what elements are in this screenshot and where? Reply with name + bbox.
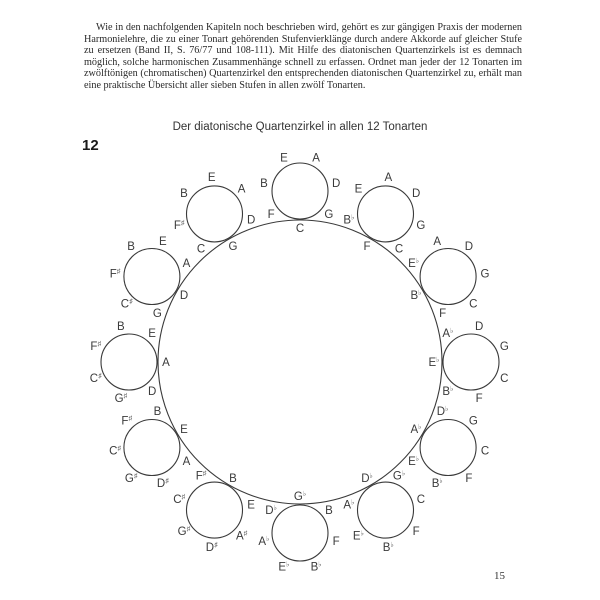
flat-icon: ♭ <box>415 258 420 265</box>
note-label: E♭ <box>352 530 364 543</box>
note-label: G♭ <box>293 491 307 503</box>
note-label: D <box>331 177 341 190</box>
note-label: C <box>394 243 404 256</box>
flat-icon: ♭ <box>390 542 394 549</box>
note-label: F♯ <box>90 340 101 353</box>
note-label: F <box>465 473 473 486</box>
flat-icon: ♭ <box>445 405 449 413</box>
diatonic-circle <box>101 334 157 390</box>
note-label: B♭ <box>343 214 355 227</box>
sharp-icon: ♯ <box>243 530 248 538</box>
note-label: G <box>324 209 334 222</box>
note-label: B <box>153 405 162 418</box>
note-label: G♯ <box>124 473 138 486</box>
note-label: B <box>180 188 188 201</box>
flat-icon: ♭ <box>318 561 322 569</box>
chromatic-circle-of-fourths <box>158 220 442 507</box>
note-label: F <box>332 536 340 549</box>
note-label: G <box>228 241 238 253</box>
note-label: G♯ <box>114 393 128 406</box>
note-label: C♯ <box>120 298 133 311</box>
note-label: A <box>162 357 170 369</box>
note-label: F <box>475 393 483 406</box>
note-label: C <box>295 223 305 235</box>
flat-icon: ♭ <box>369 473 373 480</box>
key-circle-d <box>110 236 191 320</box>
note-label: D♯ <box>205 542 218 554</box>
note-label: C <box>196 243 206 256</box>
note-label: E <box>158 236 167 249</box>
flat-icon: ♭ <box>302 491 307 498</box>
sharp-icon: ♯ <box>129 298 133 306</box>
note-label: D <box>411 188 421 201</box>
flat-icon: ♭ <box>450 385 454 393</box>
note-label: A <box>312 152 320 165</box>
note-label: B♭ <box>410 290 422 302</box>
sharp-icon: ♯ <box>128 415 132 423</box>
note-label: C <box>480 445 490 458</box>
note-label: D <box>179 290 189 302</box>
note-label: E <box>354 183 363 196</box>
note-label: E <box>148 328 156 341</box>
note-label: F <box>267 209 275 222</box>
flat-icon: ♭ <box>266 536 270 544</box>
note-label: B <box>127 240 135 253</box>
sharp-icon: ♯ <box>214 542 218 549</box>
sharp-icon: ♯ <box>165 477 169 485</box>
note-label: C <box>500 373 509 386</box>
diatonic-circle <box>420 420 476 476</box>
note-label: D♯ <box>156 477 169 490</box>
note-label: C♯ <box>109 445 121 458</box>
sharp-icon: ♯ <box>116 268 121 276</box>
flat-icon: ♭ <box>273 504 277 512</box>
sharp-icon: ♯ <box>123 393 128 401</box>
note-label: C <box>469 298 478 311</box>
note-label: A <box>433 236 442 249</box>
flat-icon: ♭ <box>450 328 454 336</box>
note-label: A♭ <box>410 424 422 436</box>
note-label: D <box>464 240 474 253</box>
note-label: D <box>475 320 484 333</box>
note-label: B <box>325 504 333 517</box>
diatonic-circle <box>420 249 476 305</box>
flat-icon: ♭ <box>439 477 443 485</box>
sharp-icon: ♯ <box>97 340 101 348</box>
note-label: D♭ <box>436 405 449 418</box>
note-label: E <box>247 499 255 512</box>
note-label: B♭ <box>310 561 322 574</box>
note-label: C♯ <box>89 373 102 386</box>
diatonic-circle <box>124 249 180 305</box>
key-circle-g <box>174 172 255 255</box>
intro-paragraph: Wie in den nachfolgenden Kapiteln noch beschrieben wird, gehört es zur gängigen Praxis der modernen Harmonielehre, die zu einer Tonart gehörenden Stufenvierklänge durch andere Akkorde auf gleicher Stufe zu ersetzen (Band II, S. 76/77 und 108-111). Mit Hilfe des diatonischen Quartenzirkels ist es demnach möglich, solche harmonischen Zusammenhänge schnell zu erfassen. Ordnet man jeder der 12 Tonarten im zwölftönigen (chromatischen) Quartenzirkel den entsprechenden diatonischen Quartenzirkel zu, erhält man eine praktische Übersicht aller sieben Stufen in allen zwölf Tonarten. <box>84 22 522 91</box>
diatonic-circle <box>443 334 499 390</box>
note-label: F <box>439 308 447 321</box>
sharp-icon: ♯ <box>181 494 186 502</box>
note-label: G♯ <box>177 525 191 538</box>
note-label: E <box>280 152 288 165</box>
note-label: B♭ <box>442 385 454 398</box>
flat-icon: ♭ <box>418 424 422 431</box>
note-label: G♭ <box>392 470 406 483</box>
note-label: A♭ <box>343 499 355 512</box>
key-circles <box>90 153 509 574</box>
key-circle-b <box>173 471 255 554</box>
note-label: F♯ <box>121 415 132 428</box>
note-label: A♯ <box>236 530 248 543</box>
flat-icon: ♭ <box>286 561 290 569</box>
key-circle-db <box>343 470 425 554</box>
note-label: A♭ <box>258 536 270 549</box>
note-label: F♯ <box>195 470 207 483</box>
key-circle-gb <box>258 490 339 573</box>
note-label: E♭ <box>428 357 440 369</box>
note-label: A♭ <box>442 328 454 341</box>
note-label: F♯ <box>173 219 185 232</box>
note-label: A <box>182 456 191 468</box>
note-label: G <box>499 340 509 353</box>
key-circle-f <box>343 172 425 255</box>
figure-title: Der diatonische Quartenzirkel in allen 12 Tonarten <box>172 121 428 133</box>
note-label: A <box>182 258 191 270</box>
sharp-icon: ♯ <box>202 470 207 478</box>
note-label: F♯ <box>109 268 121 281</box>
note-label: D <box>246 214 256 227</box>
note-label: G <box>416 219 426 232</box>
sharp-icon: ♯ <box>133 473 138 481</box>
note-label: F <box>363 241 371 253</box>
diatonic-circle <box>124 420 180 476</box>
diatonic-circle <box>358 482 414 538</box>
note-label: D <box>147 385 157 398</box>
page-number: 15 <box>494 570 505 582</box>
note-label: E♭ <box>278 561 290 574</box>
note-label: G <box>152 308 162 321</box>
flat-icon: ♭ <box>360 530 364 538</box>
note-label: G <box>468 415 478 428</box>
diatonic-circle <box>358 186 414 242</box>
note-label: E♭ <box>408 456 420 468</box>
note-label: B <box>116 320 125 333</box>
note-label: E <box>180 424 188 436</box>
note-label: B♭ <box>431 477 443 490</box>
note-label: E♭ <box>408 258 420 270</box>
sharp-icon: ♯ <box>180 219 185 227</box>
key-circle-ab <box>408 405 489 490</box>
note-label: B♭ <box>382 542 394 554</box>
note-label: G <box>480 268 490 281</box>
flat-icon: ♭ <box>401 470 406 478</box>
note-label: A <box>237 183 246 196</box>
diatonic-circle <box>187 482 243 538</box>
sharp-icon: ♯ <box>117 445 121 453</box>
diatonic-circle <box>187 186 243 242</box>
note-label: E <box>207 172 216 184</box>
key-circle-eb <box>429 321 509 405</box>
note-label: F <box>412 525 420 538</box>
diatonic-circle <box>272 163 328 219</box>
flat-icon: ♭ <box>351 214 355 222</box>
key-circle-e <box>109 406 190 490</box>
note-label: B <box>229 473 237 485</box>
note-label: D♭ <box>361 473 373 485</box>
note-label: C♯ <box>173 494 186 507</box>
figure-number: 12 <box>82 137 99 154</box>
diatonic-circle <box>272 505 328 561</box>
sharp-icon: ♯ <box>98 373 102 381</box>
sharp-icon: ♯ <box>186 525 191 533</box>
flat-icon: ♭ <box>351 499 355 507</box>
flat-icon: ♭ <box>436 357 440 364</box>
flat-icon: ♭ <box>418 290 422 297</box>
note-label: D♭ <box>265 504 277 517</box>
note-label: C <box>416 494 426 507</box>
flat-icon: ♭ <box>415 456 420 463</box>
key-circle-bb <box>408 236 489 320</box>
note-label: A <box>384 172 393 184</box>
note-label: B <box>260 177 268 190</box>
